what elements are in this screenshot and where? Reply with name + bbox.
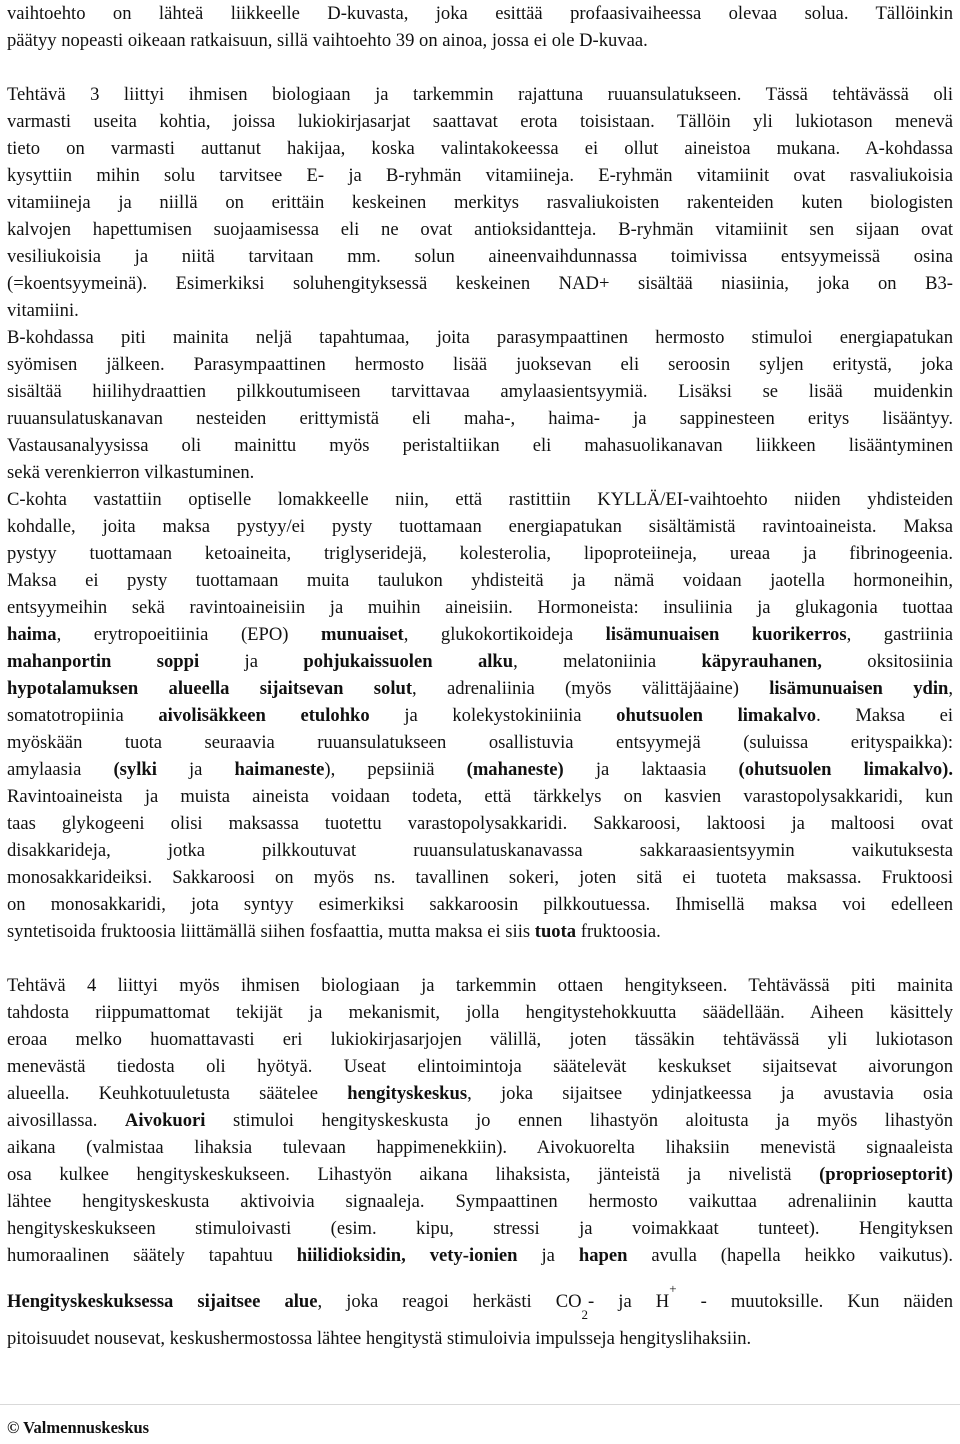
bold-term: hapen <box>578 1245 628 1266</box>
bold-term: Hengityskeskuksessa sijaitsee alue <box>7 1291 318 1312</box>
text-line <box>7 1080 953 1107</box>
superscript-plus: + <box>669 1285 677 1296</box>
text-line: kysyttiin mihin solu tarvitsee E- ja B-ryhmän vitamiineja. E-ryhmän vitamiinit ovat rasvaliukoisia <box>7 165 953 186</box>
text-line <box>7 621 953 648</box>
text-line: Maksa ei pysty tuottamaan muita taulukon yhdisteitä ja nämä voidaan jaotella hormoneihin, <box>7 570 953 591</box>
text-line: Vastausanalyysissa oli mainittu myös peristaltiikan eli mahasuolikanavan liikkeen lisääntyminen <box>7 435 953 456</box>
text-run: ja <box>156 759 235 780</box>
bold-term: lisämunuaisen kuorikerros <box>605 624 847 645</box>
text-line: aikana (valmistaa lihaksia tulevaan happimenekkiin). Aivokuorelta lihaksiin menevistä signaaleista <box>7 1137 953 1158</box>
bold-term: lisämunuaisen ydin <box>769 678 949 699</box>
text-line: taas glykogeeni olisi maksassa tuotettu varastopolysakkaridi. Sakkaroosi, laktoosi ja maltoosi ovat <box>7 813 953 834</box>
text-run: , <box>948 678 953 699</box>
text-line <box>7 675 953 702</box>
bold-term: (mahaneste) <box>466 759 564 780</box>
bold-term: mahanportin soppi <box>7 651 200 672</box>
text-run: , joka reagoi herkästi CO <box>317 1291 582 1312</box>
text-run: stimuloi hengityskeskusta jo ennen lihastyön aloitusta ja myös lihastyön <box>205 1110 953 1131</box>
text-line: (=koentsyymeinä). Esimerkiksi soluhengityksessä keskeinen NAD+ sisältää niasiinia, joka on B3- <box>7 273 953 294</box>
text-line: pitoisuudet nousevat, keskushermostossa lähtee hengitystä stimuloivia impulsseja hengityslihaksiin. <box>7 1328 752 1349</box>
text-run: fruktoosia. <box>576 921 661 942</box>
text-line: ruuansulatuskanavan nesteiden erittymistä eli maha-, haima- ja sappinesteen eritys lisääntyy. <box>7 408 953 429</box>
text-line: on monosakkaridi, jota syntyy esimerkiksi sakkaroosin pilkkoutuessa. Ihmisellä maksa voi edelleen <box>7 894 953 915</box>
bold-term: hiilidioksidin, vety-ionien <box>296 1245 518 1266</box>
text-run: osa kulkee hengityskeskukseen. Lihastyön aikana lihaksista, jänteistä ja nivelistä <box>7 1164 820 1185</box>
text-line: vitamiineja ja niillä on erittäin keskeinen merkitys rasvaliukoisten rakenteiden kuten biologisten <box>7 192 953 213</box>
text-run: somatotropiinia <box>7 705 159 726</box>
bold-term: pohjukaissuolen alku <box>303 651 514 672</box>
text-line: syömisen jälkeen. Parasympaattinen hermosto lisää juoksevan eli seroosin syljen eritystä, joka <box>7 354 953 375</box>
bold-term: (ohutsuolen limakalvo). <box>738 759 953 780</box>
text-line: sisältää hiilihydraattien pilkkoutumiseen tarvittavaa amylaasientsyymiä. Lisäksi se lisää muidenkin <box>7 381 953 402</box>
text-run: - ja H <box>588 1291 670 1312</box>
text-run: oksitosiinia <box>821 651 953 672</box>
bold-term: aivolisäkkeen etulohko <box>158 705 370 726</box>
text-line: entsyymeihin sekä ravintoaineisiin ja muihin aineisiin. Hormoneista: insuliinia ja glukagonia tuottaa <box>7 597 953 618</box>
text-line: vaihtoehto on lähteä liikkeelle D-kuvasta, joka esittää profaasivaiheessa olevaa solua. Tällöinkin <box>7 3 953 24</box>
text-line: pystyy tuottamaan ketoaineita, triglyseridejä, kolesterolia, lipoproteiineja, ureaa ja fibrinogeenia. <box>7 543 953 564</box>
text-line: eroaa melko huomattavasti eri lukiokirjasarjojen välillä, joten tässäkin tehtävässä yli lukiotason <box>7 1029 953 1050</box>
text-run: ja <box>517 1245 579 1266</box>
text-line <box>7 1107 953 1134</box>
text-line: disakkarideja, jotka pilkkoutuvat ruuansulatuskanavassa sakkaraasientsyymin vaikutuksesta <box>7 840 953 861</box>
bold-term: Aivokuori <box>124 1110 206 1131</box>
bold-term: haimaneste <box>234 759 325 780</box>
text-run: ja kolekystokiniinia <box>369 705 617 726</box>
text-run: , joka sijaitsee ydinjatkeessa ja avustavia osia <box>467 1083 953 1104</box>
text-line: lähtee hengityskeskusta aktivoivia signaaleja. Sympaattinen hermosto vaikuttaa adrenaliinin kautta <box>7 1191 953 1212</box>
bold-term: hypotalamuksen alueella sijaitsevan solut <box>7 678 413 699</box>
bold-term: käpyrauhanen, <box>701 651 822 672</box>
text-line <box>7 702 953 729</box>
text-line: vitamiini. <box>7 300 79 321</box>
text-line: monosakkarideiksi. Sakkaroosi on myös ns. tavallinen sokeri, joten sitä ei tuoteta maksassa. Fruktoosi <box>7 867 953 888</box>
text-line: menevästä tiedosta oli hyötyä. Useat elintoimintoja säätelevät keskukset sijaitsevat aivorungon <box>7 1056 953 1077</box>
text-run: ja laktaasia <box>563 759 739 780</box>
text-run: alueella. Keuhkotuuletusta säätelee <box>7 1083 348 1104</box>
text-line: tieto on varmasti auttanut hakijaa, koska valintakokeessa ei ollut aineistoa mukana. A-kohdassa <box>7 138 953 159</box>
text-line: varmasti useita kohtia, joissa lukiokirjasarjat saattavat erota toisistaan. Tällöin yli lukiotason menevä <box>7 111 953 132</box>
text-run: . Maksa ei <box>816 705 953 726</box>
text-line: tahdosta riippumattomat tekijät ja mekanismit, jolla hengitystehokkuutta säädellään. Aiheen käsittely <box>7 1002 953 1023</box>
text-line <box>7 756 953 783</box>
text-run: , erytropoeitiinia (EPO) <box>56 624 322 645</box>
text-line: myöskään tuota seuraavia ruuansulatukseen osallistuvia entsyymejä (suluissa erityspaikka): <box>7 732 953 753</box>
text-run: - muutoksille. Kun näiden <box>676 1291 953 1312</box>
text-line <box>7 648 953 675</box>
text-line: kohdalle, joita maksa pystyy/ei pysty tuottamaan energiapatukan sisältämistä ravintoaineista. Maksa <box>7 516 953 537</box>
text-line <box>7 1285 953 1319</box>
text-line: Tehtävä 3 liittyi ihmisen biologiaan ja tarkemmin rajattuna ruuansulatukseen. Tässä tehtävässä oli <box>7 84 953 105</box>
text-run: ja <box>199 651 304 672</box>
text-line: hengityskeskukseen stimuloivasti (esim. kipu, stressi ja voimakkaat tunteet). Hengityksen <box>7 1218 953 1239</box>
bold-term: haima <box>7 624 57 645</box>
text-line: sekä verenkierron vilkastuminen. <box>7 462 255 483</box>
bold-term: (sylki <box>113 759 157 780</box>
text-line <box>7 1242 953 1269</box>
bold-term: tuota <box>534 921 577 942</box>
text-line <box>7 1161 953 1188</box>
subscript-2: 2 <box>581 1307 589 1319</box>
text-run: avulla (hapella heikko vaikutus). <box>627 1245 953 1266</box>
text-line: vesiliukoisia ja niitä tarvitaan mm. solun aineenvaihdunnassa toimivissa entsyymeissä osina <box>7 246 953 267</box>
text-run: aivosillassa. <box>7 1110 125 1131</box>
text-run: , gastriinia <box>846 624 953 645</box>
bold-term: hengityskeskus <box>347 1083 468 1104</box>
text-run: humoraalinen säätely tapahtuu <box>7 1245 297 1266</box>
text-run: ), pepsiiniä <box>324 759 467 780</box>
text-line: päätyy nopeasti oikeaan ratkaisuun, sillä vaihtoehto 39 on ainoa, jossa ei ole D-kuvaa. <box>7 30 648 51</box>
text-run: , melatoniinia <box>513 651 702 672</box>
bold-term: ohutsuolen limakalvo <box>616 705 817 726</box>
text-line: kalvojen hapettumisen suojaamisessa eli ne ovat antioksidantteja. B-ryhmän vitamiinit sen sijaan ovat <box>7 219 953 240</box>
text-run: , adrenaliinia (myös välittäjäaine) <box>412 678 770 699</box>
footer-copyright: © Valmennuskeskus <box>7 1418 150 1437</box>
text-run: syntetisoida fruktoosia liittämällä siihen fosfaattia, mutta maksa ei siis <box>7 921 535 942</box>
text-line: Tehtävä 4 liittyi myös ihmisen biologiaan ja tarkemmin ottaen hengitykseen. Tehtävässä piti mainita <box>7 975 953 996</box>
footer-divider <box>0 1404 960 1405</box>
text-run: amylaasia <box>7 759 114 780</box>
text-line: Ravintoaineista ja muista aineista voidaan todeta, että tärkkelys on kasvien varastopolysakkaridi, kun <box>7 786 953 807</box>
text-line: B-kohdassa piti mainita neljä tapahtumaa, joita parasympaattinen hermosto stimuloi energiapatukan <box>7 327 953 348</box>
text-line <box>7 918 953 945</box>
text-line: C-kohta vastattiin optiselle lomakkeelle niin, että rastittiin KYLLÄ/EI-vaihtoehto niiden yhdisteiden <box>7 489 953 510</box>
bold-term: (proprioseptorit) <box>819 1164 953 1185</box>
bold-term: munuaiset <box>321 624 404 645</box>
text-run: , glukokortikoideja <box>403 624 606 645</box>
